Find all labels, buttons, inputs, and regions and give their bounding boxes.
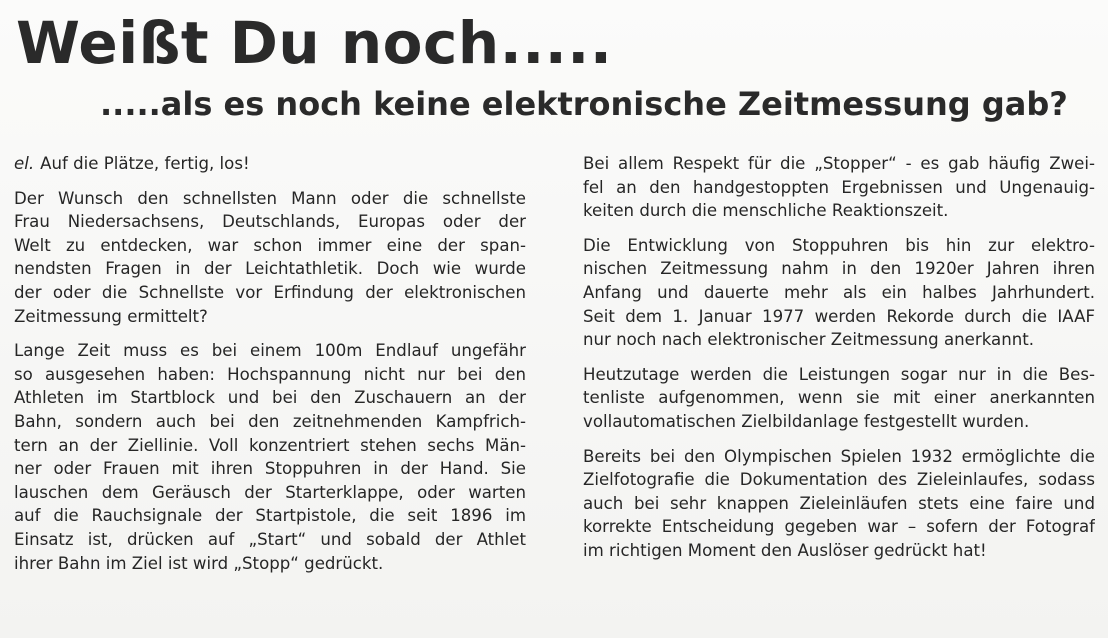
paragraph-line: Bahn, sondern auch bei den zeitnehmenden Kampfrich- <box>14 411 526 431</box>
body-paragraph <box>14 187 526 329</box>
paragraph-line: fel an den handgestoppten Ergebnissen und Ungenauig- <box>583 177 1095 197</box>
paragraph-line: Der Wunsch den schnellsten Mann oder die schnellste <box>14 188 526 208</box>
paragraph-line: korrekte Entscheidung gegeben war – sofern der Fotograf <box>583 517 1095 537</box>
body-paragraph <box>14 339 526 575</box>
lead-line <box>14 152 526 176</box>
left-column <box>14 152 526 586</box>
article-subtitle: .....als es noch keine elektronische Zeitmessung gab? <box>100 85 1068 123</box>
lead-text: Auf die Plätze, fertig, los! <box>40 154 250 173</box>
paragraph-line: Athleten im Startblock und bei den Zuschauern an der <box>14 388 526 408</box>
paragraph-line: Die Entwicklung von Stoppuhren bis hin zur elektro- <box>583 235 1095 255</box>
paragraph-line: auf die Rauchsignale der Startpistole, die seit 1896 im <box>14 506 526 526</box>
paragraph-line: Zeitmessung ermittelt? <box>14 306 208 326</box>
body-paragraph <box>583 445 1095 563</box>
paragraph-line: Zielfotografie die Dokumentation des Zieleinlaufes, sodass <box>583 470 1095 490</box>
body-paragraph <box>583 152 1095 223</box>
paragraph-line: nur noch nach elektronischer Zeitmessung anerkannt. <box>583 330 1035 350</box>
paragraph-line: nendsten Fragen in der Leichtathletik. Doch wie wurde <box>14 259 526 279</box>
author-initials: el. <box>14 154 35 173</box>
paragraph-line: ihrer Bahn im Ziel ist wird „Stopp“ gedrückt. <box>14 553 384 573</box>
paragraph-line: lauschen dem Geräusch der Starterklappe, oder warten <box>14 482 526 502</box>
paragraph-line: so ausgesehen haben: Hochspannung nicht nur bei den <box>14 364 526 384</box>
article-title: Weißt Du noch..... <box>16 9 613 77</box>
paragraph-line: Einsatz ist, drücken auf „Start“ und sobald der Athlet <box>14 529 526 549</box>
paragraph-line: Seit dem 1. Januar 1977 werden Rekorde durch die IAAF <box>583 306 1095 326</box>
lead-paragraph <box>14 152 526 176</box>
right-column <box>583 152 1095 574</box>
left-paragraphs <box>14 187 526 576</box>
paragraph-line: Bei allem Respekt für die „Stopper“ - es gab häufig Zwei- <box>583 154 1095 173</box>
paragraph-line: auch bei sehr knappen Zieleinläufen stets eine faire und <box>583 493 1095 513</box>
paragraph-line: Welt zu entdecken, war schon immer eine der span- <box>14 235 526 255</box>
paragraph-line: ner oder Frauen mit ihren Stoppuhren in der Hand. Sie <box>14 459 526 479</box>
body-paragraph <box>583 363 1095 434</box>
paragraph-line: im richtigen Moment den Auslöser gedrückt hat! <box>583 540 987 560</box>
paragraph-line: Anfang und dauerte mehr als ein halbes Jahrhundert. <box>583 282 1095 302</box>
paragraph-line: nischen Zeitmessung nahm in den 1920er Jahren ihren <box>583 259 1095 279</box>
right-paragraphs <box>583 152 1095 563</box>
paragraph-line: Bereits bei den Olympischen Spielen 1932 ermöglichte die <box>583 446 1095 466</box>
paragraph-line: tern an der Ziellinie. Voll konzentriert stehen sechs Män- <box>14 435 526 455</box>
paragraph-line: tenliste aufgenommen, wenn sie mit einer anerkannten <box>583 388 1095 408</box>
paragraph-line: Frau Niedersachsens, Deutschlands, Europas oder der <box>14 212 526 232</box>
paragraph-line: Lange Zeit muss es bei einem 100m Endlauf ungefähr <box>14 341 526 361</box>
paragraph-line: vollautomatischen Zielbildanlage festgestellt wurden. <box>583 411 1030 431</box>
paragraph-line: keiten durch die menschliche Reaktionszeit. <box>583 201 949 221</box>
paragraph-line: der oder die Schnellste vor Erfindung der elektronischen <box>14 282 526 302</box>
body-paragraph <box>583 234 1095 352</box>
paragraph-line: Heutzutage werden die Leistungen sogar nur in die Bes- <box>583 364 1095 384</box>
